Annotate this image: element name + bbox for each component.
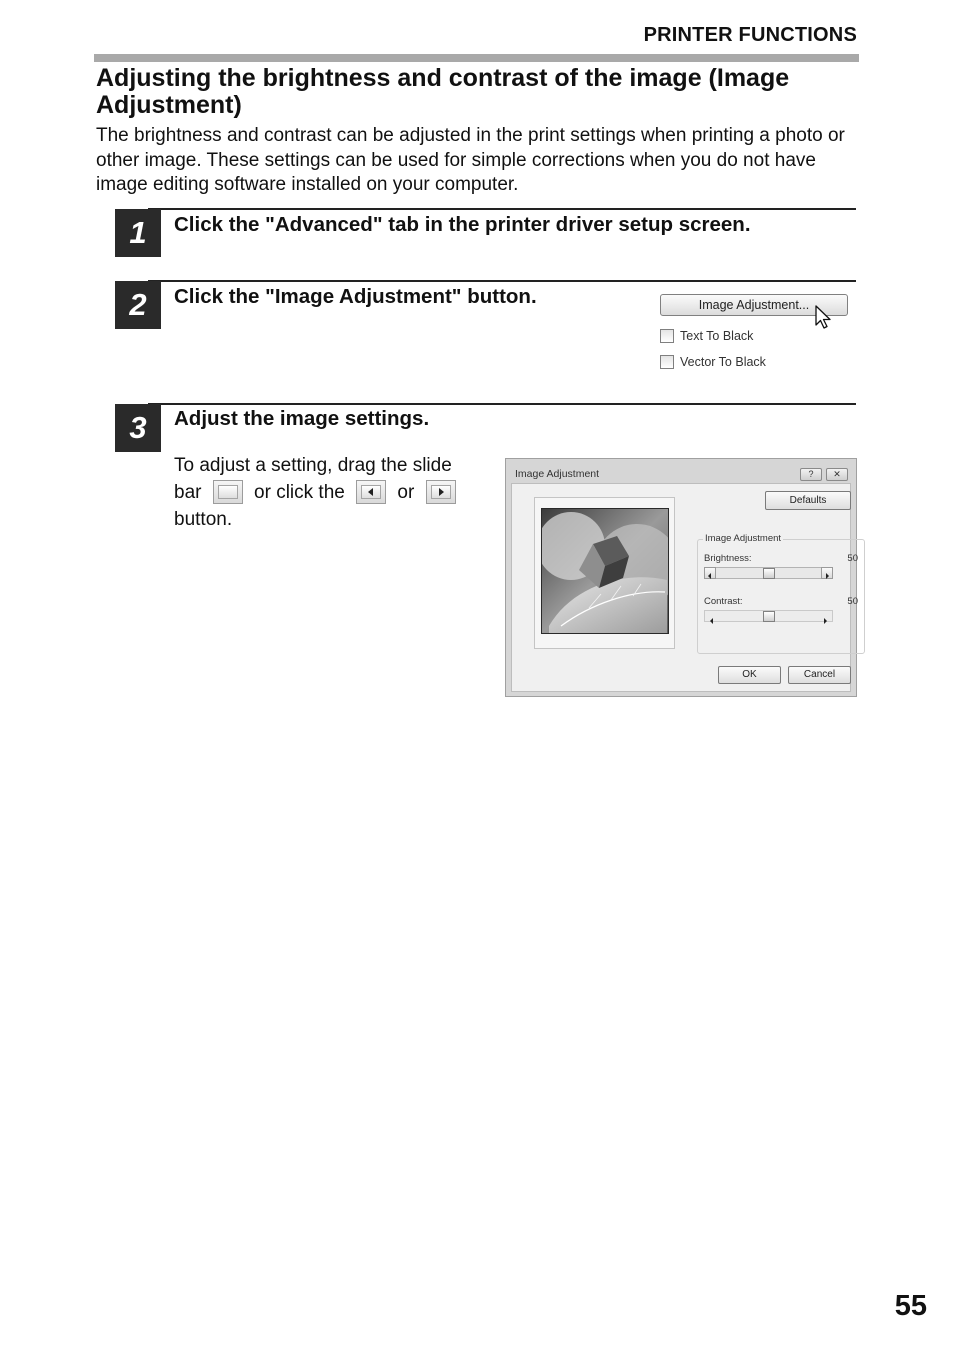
contrast-left-arrow-icon[interactable] (708, 612, 716, 620)
ok-button[interactable]: OK (718, 666, 781, 684)
contrast-value: 50 (847, 596, 858, 607)
step-2-text: Click the "Image Adjustment" button. (174, 285, 537, 308)
contrast-label: Contrast: (704, 596, 743, 607)
brightness-left-arrow-icon[interactable] (704, 567, 716, 579)
image-adjustment-button[interactable]: Image Adjustment... (660, 294, 848, 316)
cancel-button[interactable]: Cancel (788, 666, 851, 684)
step-2-rule (148, 280, 856, 282)
header-rule (94, 54, 859, 62)
step-3-number: 3 (115, 404, 161, 452)
preview-frame (534, 497, 675, 649)
checkbox-label: Text To Black (680, 329, 754, 343)
checkbox-box[interactable] (660, 355, 674, 369)
brightness-right-arrow-icon[interactable] (821, 567, 833, 579)
step-1-number: 1 (115, 209, 161, 257)
left-arrow-button-icon (356, 480, 386, 504)
image-adjustment-dialog (505, 458, 857, 697)
image-adjustment-group (697, 533, 865, 654)
step-3-rule (148, 403, 856, 405)
intro-paragraph: The brightness and contrast can be adjusted in the print settings when printing a photo or other image. These settings can be used for simple corrections when you do not have image editing software installed on your computer. (96, 125, 845, 195)
dialog-title: Image Adjustment (515, 468, 600, 480)
close-icon[interactable]: ✕ (826, 468, 848, 481)
page-number: 55 (894, 1290, 927, 1322)
page-title: Adjusting the brightness and contrast of the image (Image Adjustment) (96, 64, 790, 119)
contrast-slider[interactable] (704, 610, 833, 622)
brightness-value: 50 (847, 553, 858, 564)
contrast-slider-thumb[interactable] (763, 611, 775, 622)
slider-thumb-icon (213, 480, 243, 504)
instruction-text: or click the (254, 482, 345, 503)
step-1-rule (148, 208, 856, 210)
contrast-right-arrow-icon[interactable] (821, 612, 829, 620)
section-header: PRINTER FUNCTIONS (643, 24, 857, 46)
instruction-text: or (397, 482, 415, 503)
preview-image (541, 508, 669, 634)
step-1-text: Click the "Advanced" tab in the printer driver setup screen. (174, 213, 751, 236)
group-label: Image Adjustment (705, 533, 782, 544)
brightness-label: Brightness: (704, 553, 752, 564)
mouse-pointer-icon (814, 305, 834, 331)
brightness-slider[interactable] (704, 567, 833, 579)
checkbox-box[interactable] (660, 329, 674, 343)
instruction-text: To adjust a setting, drag the slide bar (174, 455, 452, 503)
step-3-text: Adjust the image settings. (174, 407, 430, 430)
step-3-instructions (174, 452, 484, 533)
right-arrow-button-icon (426, 480, 456, 504)
brightness-slider-thumb[interactable] (763, 568, 775, 579)
text-to-black-checkbox[interactable] (660, 329, 753, 343)
help-icon[interactable]: ? (800, 468, 822, 481)
vector-to-black-checkbox[interactable] (660, 355, 766, 369)
dialog-body (511, 483, 858, 692)
checkbox-label: Vector To Black (680, 355, 766, 369)
instruction-text: button. (174, 509, 233, 530)
defaults-button[interactable]: Defaults (765, 491, 851, 510)
step-2-number: 2 (115, 281, 161, 329)
